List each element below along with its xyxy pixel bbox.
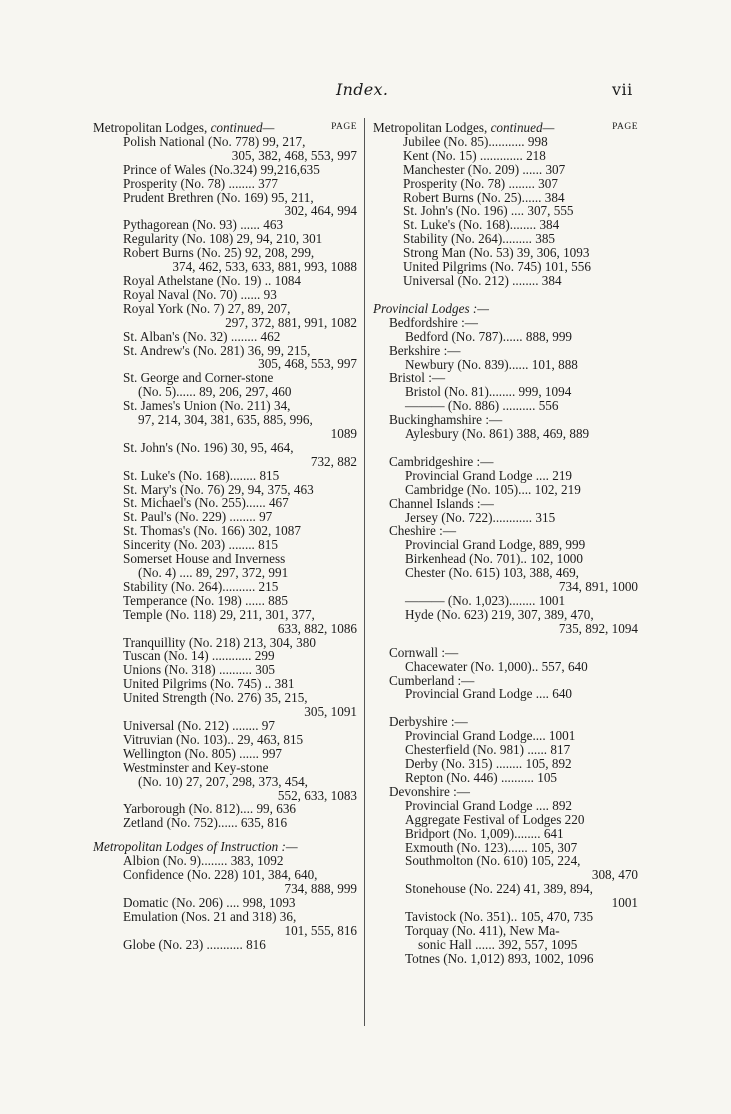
column-divider (364, 118, 365, 1026)
right-index-entry: Provincial Grand Lodge .... 892 (405, 797, 573, 813)
right-index-entry: St. Luke's (No. 168)........ 384 (403, 217, 560, 233)
left-index-entry: Westminster and Key-stone (123, 759, 269, 775)
right-index-entry: Cornwall :— (389, 644, 459, 660)
right-page-label: PAGE (612, 122, 638, 132)
left-index-entry: Yarborough (No. 812).... 99, 636 (123, 801, 297, 817)
right-index-entry: Derbyshire :— (389, 714, 468, 730)
left-heading-text (93, 120, 274, 135)
right-index-entry: 308, 470 (591, 867, 638, 883)
right-index-entry: Repton (No. 446) .......... 105 (405, 769, 558, 785)
right-index-entry: Berkshire :— (389, 342, 461, 358)
right-index-entry: Birkenhead (No. 701).. 102, 1000 (405, 551, 583, 567)
right-index-entry: Bristol (No. 81)........ 999, 1094 (405, 384, 572, 400)
left-index-entry: St. John's (No. 196) 30, 95, 464, (123, 439, 294, 455)
left-index-entry: 633, 882, 1086 (277, 620, 357, 636)
right-index-entry: Robert Burns (No. 25)...... 384 (403, 189, 565, 205)
right-index-entry: Provincial Grand Lodge, 889, 999 (405, 537, 586, 553)
left-index-entry: United Pilgrims (No. 745) .. 381 (123, 676, 295, 692)
right-entry-list (373, 135, 638, 966)
right-index-entry: sonic Hall ...... 392, 557, 1095 (418, 936, 578, 952)
right-index-entry: 734, 891, 1000 (558, 579, 638, 595)
left-index-entry: St. George and Corner-stone (123, 370, 274, 386)
right-index-entry (373, 701, 638, 715)
left-index-entry: Prudent Brethren (No. 169) 95, 211, (123, 189, 314, 205)
right-index-entry: Aggregate Festival of Lodges 220 (405, 811, 585, 827)
right-index-entry: Cumberland :— (389, 672, 475, 688)
left-index-entry: Wellington (No. 805) ...... 997 (123, 745, 283, 761)
right-index-entry: Prosperity (No. 78) ........ 307 (403, 175, 558, 191)
left-index-entry: Stability (No. 264).......... 215 (123, 578, 279, 594)
left-heading-lead: Metropolitan Lodges, (93, 120, 211, 135)
right-index-entry: Torquay (No. 411), New Ma- (405, 922, 560, 938)
right-index-entry: Cheshire :— (389, 523, 457, 539)
left-column (93, 121, 357, 951)
left-index-entry: Royal Naval (No. 70) ...... 93 (123, 286, 277, 302)
left-index-entry: St. James's Union (No. 211) 34, (123, 398, 291, 414)
left-index-entry: Universal (No. 212) ........ 97 (123, 717, 275, 733)
right-index-entry: St. John's (No. 196) .... 307, 555 (403, 203, 574, 219)
left-index-entry: 305, 1091 (304, 704, 357, 720)
right-index-entry: Southmolton (No. 610) 105, 224, (405, 853, 581, 869)
right-index-entry: Hyde (No. 623) 219, 307, 389, 470, (405, 606, 594, 622)
left-page-label: PAGE (331, 122, 357, 132)
left-index-entry: 374, 462, 533, 633, 881, 993, 1088 (172, 259, 357, 275)
right-index-entry: Strong Man (No. 53) 39, 306, 1093 (403, 245, 590, 261)
left-entry-list (93, 135, 357, 952)
right-index-entry: Chesterfield (No. 981) ...... 817 (405, 742, 571, 758)
left-index-entry: Regularity (No. 108) 29, 94, 210, 301 (123, 231, 323, 247)
left-index-entry: Somerset House and Inverness (123, 551, 286, 567)
left-index-entry: (No. 5)...... 89, 206, 297, 460 (138, 384, 292, 400)
right-index-entry: Provincial Grand Lodge.... 1001 (405, 728, 576, 744)
right-index-entry: Tavistock (No. 351).. 105, 470, 735 (405, 909, 594, 925)
right-index-entry: Bedfordshire :— (389, 314, 478, 330)
right-index-entry: Buckinghamshire :— (389, 412, 503, 428)
right-heading-lead: Metropolitan Lodges, (373, 120, 491, 135)
left-column-heading (93, 121, 357, 135)
left-index-entry: Prosperity (No. 78) ........ 377 (123, 175, 278, 191)
right-index-entry: Cambridgeshire :— (389, 453, 494, 469)
left-index-entry: Temple (No. 118) 29, 211, 301, 377, (123, 606, 315, 622)
left-index-entry: 732, 882 (310, 453, 357, 469)
right-column-heading (373, 121, 638, 135)
right-index-entry: Derby (No. 315) ........ 105, 892 (405, 756, 572, 772)
left-index-entry: Tuscan (No. 14) ............ 299 (123, 648, 275, 664)
left-index-entry: Temperance (No. 198) ...... 885 (123, 592, 288, 608)
right-index-entry: Jersey (No. 722)............ 315 (405, 509, 556, 525)
right-index-entry: 1001 (611, 895, 638, 911)
left-index-entry: Tranquillity (No. 218) 213, 304, 380 (123, 634, 316, 650)
right-index-entry: Devonshire :— (389, 783, 470, 799)
left-index-entry: 305, 468, 553, 997 (258, 356, 357, 372)
left-index-entry: 552, 633, 1083 (277, 787, 357, 803)
page-header (0, 80, 731, 104)
left-index-entry: Royal York (No. 7) 27, 89, 207, (123, 300, 291, 316)
left-heading-continued: continued— (210, 120, 275, 135)
left-index-entry: Sincerity (No. 203) ........ 815 (123, 537, 278, 553)
left-index-entry: St. Andrew's (No. 281) 36, 99, 215, (123, 342, 311, 358)
right-index-entry: Bridport (No. 1,009)........ 641 (405, 825, 564, 841)
left-index-entry: Prince of Wales (No.324) 99,216,635 (123, 161, 320, 177)
page-number: vii (612, 80, 633, 99)
left-index-entry: St. Luke's (No. 168)........ 815 (123, 467, 280, 483)
right-index-entry: Bristol :— (389, 370, 446, 386)
left-index-entry: Metropolitan Lodges of Instruction :— (93, 839, 298, 855)
left-index-entry: St. Mary's (No. 76) 29, 94, 375, 463 (123, 481, 314, 497)
left-index-entry: Unions (No. 318) .......... 305 (123, 662, 276, 678)
right-index-entry (373, 441, 638, 455)
left-index-entry: 101, 555, 816 (284, 922, 357, 938)
right-index-entry: Universal (No. 212) ........ 384 (403, 272, 562, 288)
right-column (373, 121, 638, 966)
left-index-entry: Emulation (Nos. 21 and 318) 36, (123, 908, 297, 924)
right-index-entry: Manchester (No. 209) ...... 307 (403, 161, 566, 177)
right-index-entry: ——— (No. 1,023)........ 1001 (405, 593, 566, 608)
left-index-entry: 734, 888, 999 (284, 880, 357, 896)
left-index-entry: St. Michael's (No. 255)...... 467 (123, 495, 289, 511)
right-index-entry: Kent (No. 15) ............. 218 (403, 147, 546, 163)
right-index-entry: Bedford (No. 787)...... 888, 999 (405, 328, 573, 344)
left-index-entry: 97, 214, 304, 381, 635, 885, 996, (138, 412, 313, 428)
right-index-entry: Exmouth (No. 123)...... 105, 307 (405, 839, 578, 855)
left-index-entry: Pythagorean (No. 93) ...... 463 (123, 217, 284, 233)
right-index-entry: Newbury (No. 839)...... 101, 888 (405, 356, 578, 372)
right-index-entry: Provincial Grand Lodge .... 219 (405, 467, 573, 483)
right-index-entry: Provincial Lodges :— (373, 300, 489, 316)
right-index-entry: Stability (No. 264)......... 385 (403, 231, 556, 247)
page-title: Index. (336, 80, 389, 99)
left-index-entry: Confidence (No. 228) 101, 384, 640, (123, 867, 318, 883)
left-index-entry: Albion (No. 9)........ 383, 1092 (123, 853, 284, 869)
left-index-entry: Vitruvian (No. 103).. 29, 463, 815 (123, 731, 304, 747)
right-index-entry: Aylesbury (No. 861) 388, 469, 889 (405, 426, 590, 442)
left-index-entry: Domatic (No. 206) .... 998, 1093 (123, 894, 296, 910)
left-index-entry: 302, 464, 994 (284, 203, 357, 219)
right-index-entry: ——— (No. 886) .......... 556 (405, 398, 559, 414)
left-index-entry: Robert Burns (No. 25) 92, 208, 299, (123, 245, 315, 261)
right-index-entry: Chester (No. 615) 103, 388, 469, (405, 565, 579, 581)
left-index-entry: St. Paul's (No. 229) ........ 97 (123, 509, 273, 525)
right-index-entry: Totnes (No. 1,012) 893, 1002, 1096 (405, 950, 594, 966)
right-index-entry (373, 288, 638, 302)
left-index-entry: 297, 372, 881, 991, 1082 (225, 314, 357, 330)
right-index-entry: Stonehouse (No. 224) 41, 389, 894, (405, 881, 593, 897)
left-index-entry: St. Alban's (No. 32) ........ 462 (123, 328, 281, 344)
left-index-entry: United Strength (No. 276) 35, 215, (123, 690, 308, 706)
left-index-entry: Polish National (No. 778) 99, 217, (123, 133, 306, 149)
right-heading-continued: continued— (490, 120, 555, 135)
left-index-entry: Royal Athelstane (No. 19) .. 1084 (123, 272, 302, 288)
left-index-entry: (No. 4) .... 89, 297, 372, 991 (138, 565, 289, 580)
right-index-entry: Cambridge (No. 105).... 102, 219 (405, 481, 581, 497)
left-index-entry: Globe (No. 23) ........... 816 (123, 936, 266, 952)
right-index-entry: United Pilgrims (No. 745) 101, 556 (403, 259, 591, 275)
right-index-entry: Provincial Grand Lodge .... 640 (405, 686, 573, 702)
right-index-entry: 735, 892, 1094 (558, 620, 638, 636)
left-index-entry: 305, 382, 468, 553, 997 (231, 147, 357, 163)
left-index-entry: St. Thomas's (No. 166) 302, 1087 (123, 523, 301, 539)
right-index-entry: Channel Islands :— (389, 495, 494, 511)
left-index-entry: 1089 (330, 425, 357, 441)
right-index-entry: Jubilee (No. 85)........... 998 (403, 133, 548, 149)
left-index-entry: Zetland (No. 752)...... 635, 816 (123, 815, 288, 831)
right-heading-text (373, 120, 554, 135)
left-index-entry: (No. 10) 27, 207, 298, 373, 454, (138, 773, 308, 789)
right-index-entry: Chacewater (No. 1,000).. 557, 640 (405, 658, 588, 674)
